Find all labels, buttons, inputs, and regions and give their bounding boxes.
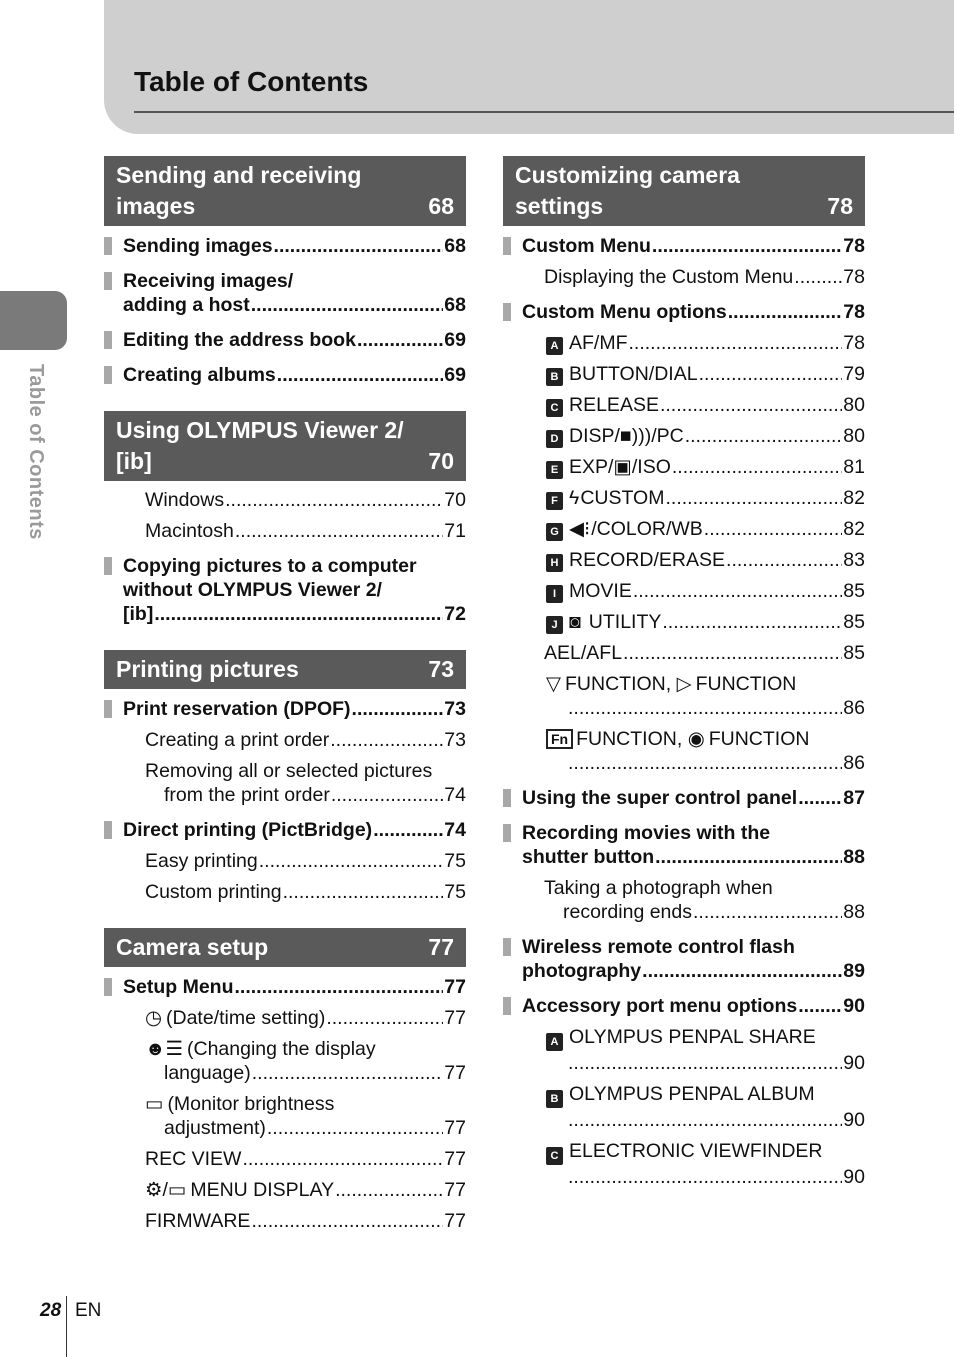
section-title: Camera setup <box>116 934 269 960</box>
entry-page: 90 <box>843 1052 865 1074</box>
toc-entry[interactable] <box>104 269 466 317</box>
leader-dots <box>568 751 842 775</box>
entry-title: CUSTOM <box>580 487 665 509</box>
leader-dots <box>623 641 842 665</box>
entry-page: 69 <box>444 364 466 386</box>
leader-dots <box>568 1108 842 1132</box>
section-title: Customizing camera settings <box>515 162 740 219</box>
leader-dots <box>652 234 842 258</box>
accessory-c-icon: C <box>546 1147 563 1165</box>
accessory-a-icon: A <box>546 1033 563 1051</box>
footer-divider <box>66 1296 67 1357</box>
entry-title: Windows <box>145 489 225 511</box>
entry-title: Accessory port menu options <box>522 995 798 1017</box>
entry-page: 70 <box>444 489 466 511</box>
leader-dots <box>330 728 443 752</box>
entry-title: Direct printing (PictBridge) <box>123 819 373 841</box>
leader-dots <box>794 265 842 289</box>
leader-dots <box>283 880 444 904</box>
toc-entry[interactable] <box>503 548 865 572</box>
entry-title: AF/MF <box>569 332 628 354</box>
custom-menu-c-icon: C <box>546 399 563 417</box>
toc-entry[interactable] <box>503 672 865 720</box>
entry-title-line: Copying pictures to a computer <box>123 555 417 577</box>
entry-title-line: Wireless remote control flash <box>522 936 795 958</box>
entry-title: Macintosh <box>145 520 234 542</box>
section-title: Printing pictures <box>116 656 299 682</box>
entry-title: Custom Menu <box>522 235 651 257</box>
title-divider <box>134 111 954 113</box>
toc-entry[interactable] <box>503 424 865 448</box>
leader-dots <box>335 1178 443 1202</box>
entry-title: RELEASE <box>569 394 659 416</box>
leader-dots <box>798 994 842 1018</box>
entry-page: 80 <box>843 425 865 447</box>
entry-title-line: without OLYMPUS Viewer 2/ <box>123 579 382 601</box>
entry-page: 75 <box>444 881 466 903</box>
side-tab-label: Table of Contents <box>25 364 47 540</box>
toc-entry[interactable] <box>104 1092 466 1140</box>
leader-dots <box>655 845 842 869</box>
entry-page: 77 <box>444 1007 466 1029</box>
leader-dots <box>242 1147 443 1171</box>
leader-dots <box>352 697 444 721</box>
custom-menu-e-icon: E <box>546 461 563 479</box>
language-code: EN <box>75 1300 102 1321</box>
section-page: 70 <box>428 448 454 474</box>
leader-dots <box>660 393 842 417</box>
entry-title: Setup Menu <box>123 976 234 998</box>
leader-dots <box>235 975 444 999</box>
entry-title: ELECTRONIC VIEWFINDER <box>569 1140 823 1162</box>
leader-dots <box>251 1209 443 1233</box>
entry-page: 85 <box>843 642 865 664</box>
entry-title: [ib] <box>123 603 154 625</box>
custom-menu-j-icon: J <box>546 616 563 634</box>
toc-entry[interactable] <box>104 975 466 999</box>
custom-menu-i-icon: I <box>546 585 563 603</box>
toc-entry[interactable] <box>503 579 865 603</box>
entry-title: adjustment) <box>164 1117 266 1139</box>
right-triangle-icon: ▷ <box>676 673 692 695</box>
entry-title: shutter button <box>522 846 655 868</box>
leader-dots <box>665 486 842 510</box>
entry-title-line: FUNCTION, <box>576 728 683 750</box>
leader-dots <box>225 488 443 512</box>
leader-dots <box>642 959 842 983</box>
custom-menu-g-icon: G <box>546 523 563 541</box>
entry-title-line: FUNCTION <box>708 728 810 750</box>
leader-dots <box>633 579 842 603</box>
entry-page: 90 <box>843 995 865 1017</box>
leader-dots <box>728 300 843 324</box>
entry-page: 77 <box>444 1179 466 1201</box>
entry-title: Creating albums <box>123 364 276 386</box>
custom-menu-a-icon: A <box>546 337 563 355</box>
entry-page: 89 <box>843 960 865 982</box>
leader-dots <box>798 786 842 810</box>
toc-entry[interactable] <box>104 519 466 543</box>
toc-entry[interactable] <box>503 300 865 324</box>
leader-dots <box>267 1116 443 1140</box>
entry-page: 83 <box>843 549 865 571</box>
entry-page: 86 <box>843 752 865 774</box>
section-title: Using OLYMPUS Viewer 2/ [ib] <box>116 417 404 474</box>
leader-dots <box>699 362 843 386</box>
entry-title: OLYMPUS PENPAL ALBUM <box>569 1083 815 1105</box>
leader-dots <box>693 900 842 924</box>
toc-entry[interactable] <box>104 328 466 352</box>
toc-entry[interactable] <box>503 1082 865 1132</box>
entry-title: /COLOR/WB <box>591 518 703 540</box>
entry-page: 80 <box>843 394 865 416</box>
leader-dots <box>704 517 843 541</box>
leader-dots <box>331 783 443 807</box>
custom-menu-f-icon: F <box>546 492 563 510</box>
leader-dots <box>274 234 444 258</box>
entry-title-line: Taking a photograph when <box>544 877 773 899</box>
entry-title: Creating a print order <box>145 729 330 751</box>
toc-entry[interactable] <box>503 641 865 665</box>
entry-page: 77 <box>444 1117 466 1139</box>
entry-title: Print reservation (DPOF) <box>123 698 351 720</box>
section-page: 77 <box>428 934 454 960</box>
entry-page: 78 <box>843 235 865 257</box>
entry-title-line: (Changing the display <box>187 1038 376 1060</box>
section-page: 78 <box>827 193 853 219</box>
entry-title: adding a host <box>123 294 250 316</box>
toc-entry[interactable] <box>503 821 865 869</box>
entry-page: 86 <box>843 697 865 719</box>
toc-entry[interactable] <box>503 727 865 775</box>
entry-page: 74 <box>444 784 466 806</box>
entry-page: 72 <box>444 603 466 625</box>
toc-entry[interactable] <box>104 488 466 512</box>
side-tab <box>0 291 67 350</box>
entry-title: Custom Menu options <box>522 301 727 323</box>
entry-title-line: Receiving images/ <box>123 270 294 292</box>
page-title: Table of Contents <box>134 66 369 97</box>
entry-page: 81 <box>843 456 865 478</box>
toc-entry[interactable] <box>104 1147 466 1171</box>
entry-title: MENU DISPLAY <box>190 1179 335 1201</box>
toc-entry[interactable] <box>104 363 466 387</box>
leader-dots <box>726 548 842 572</box>
entry-page: 77 <box>444 976 466 998</box>
entry-title: RECORD/ERASE <box>569 549 726 571</box>
leader-dots <box>235 519 443 543</box>
toc-left-column <box>104 156 466 1233</box>
entry-title: language) <box>164 1062 251 1084</box>
fn-button-icon: Fn <box>546 729 573 749</box>
toc-entry[interactable] <box>104 554 466 626</box>
accessory-b-icon: B <box>546 1090 563 1108</box>
entry-title: Displaying the Custom Menu <box>544 266 794 288</box>
toc-entry[interactable] <box>104 759 466 807</box>
toc-entry[interactable] <box>503 994 865 1018</box>
custom-menu-d-icon: D <box>546 430 563 448</box>
entry-title-line: (Monitor brightness <box>167 1093 335 1115</box>
leader-dots <box>568 696 842 720</box>
image-quality-icon: ◀⁝ <box>569 518 591 540</box>
leader-dots <box>373 818 443 842</box>
toc-entry[interactable] <box>104 728 466 752</box>
section-header[interactable] <box>503 156 865 226</box>
monitor-brightness-icon: ▭ <box>145 1093 164 1115</box>
dial-icon: ◉ <box>687 728 705 750</box>
entry-title: MOVIE <box>569 580 632 602</box>
leader-dots <box>629 331 843 355</box>
entry-page: 90 <box>843 1109 865 1131</box>
entry-page: 82 <box>843 487 865 509</box>
entry-page: 74 <box>444 819 466 841</box>
toc-entry[interactable] <box>503 610 865 634</box>
custom-menu-h-icon: H <box>546 554 563 572</box>
toc-entry[interactable] <box>503 393 865 417</box>
custom-menu-b-icon: B <box>546 368 563 386</box>
entry-title: Easy printing <box>145 850 258 872</box>
toc-entry[interactable] <box>104 1037 466 1085</box>
entry-title: from the print order <box>164 784 330 806</box>
toc-entry[interactable] <box>104 1178 466 1202</box>
camera-icon: ◙ <box>569 611 581 633</box>
leader-dots <box>685 424 843 448</box>
entry-page: 78 <box>843 266 865 288</box>
toc-entry[interactable] <box>503 1139 865 1189</box>
leader-dots <box>154 602 443 626</box>
language-icon: ☻☰ <box>145 1038 184 1060</box>
toc-entry[interactable] <box>104 697 466 721</box>
toc-entry[interactable] <box>503 1025 865 1075</box>
entry-title-line: Removing all or selected pictures <box>145 760 433 782</box>
entry-title: recording ends <box>563 901 692 923</box>
entry-page: 71 <box>444 520 466 542</box>
entry-page: 73 <box>444 729 466 751</box>
leader-dots <box>357 328 443 352</box>
entry-title: Custom printing <box>145 881 282 903</box>
toc-entry[interactable] <box>503 234 865 258</box>
entry-page: 85 <box>843 611 865 633</box>
entry-title: REC VIEW <box>145 1148 242 1170</box>
entry-page: 69 <box>444 329 466 351</box>
toc-entry[interactable] <box>503 331 865 355</box>
toc-entry[interactable] <box>503 876 865 924</box>
entry-title-line: FUNCTION, <box>565 673 672 695</box>
entry-title: Editing the address book <box>123 329 356 351</box>
entry-page: 85 <box>843 580 865 602</box>
entry-title-line: FUNCTION <box>695 673 797 695</box>
section-header[interactable] <box>104 411 466 481</box>
entry-page: 77 <box>444 1148 466 1170</box>
toc-entry[interactable] <box>503 362 865 386</box>
toc-right-column <box>503 156 865 1189</box>
entry-page: 68 <box>444 235 466 257</box>
down-triangle-icon: ▽ <box>546 673 561 695</box>
toc-entry[interactable] <box>104 849 466 873</box>
entry-title: UTILITY <box>588 611 662 633</box>
toc-entry[interactable] <box>503 517 865 541</box>
leader-dots <box>252 1061 444 1085</box>
entry-title: AEL/AFL <box>544 642 623 664</box>
clock-icon: ◷ <box>145 1007 163 1029</box>
entry-title: photography <box>522 960 642 982</box>
menu-display-icon: ⚙/▭ <box>145 1179 187 1201</box>
leader-dots <box>259 849 444 873</box>
section-title: Sending and receiving images <box>116 162 362 219</box>
entry-page: 78 <box>843 332 865 354</box>
entry-title: EXP/▣/ISO <box>569 456 671 478</box>
leader-dots <box>326 1006 443 1030</box>
entry-page: 88 <box>843 846 865 868</box>
entry-page: 88 <box>843 901 865 923</box>
section-header[interactable] <box>104 156 466 226</box>
leader-dots <box>662 610 842 634</box>
section-header[interactable] <box>104 650 466 689</box>
toc-entry[interactable] <box>503 265 865 289</box>
entry-title: Sending images <box>123 235 273 257</box>
toc-entry[interactable] <box>503 455 865 479</box>
toc-entry[interactable] <box>104 234 466 258</box>
flash-icon: ϟ <box>569 487 580 509</box>
entry-title: FIRMWARE <box>145 1210 251 1232</box>
entry-page: 78 <box>843 301 865 323</box>
entry-title: DISP/■)))/PC <box>569 425 684 447</box>
entry-title: Using the super control panel <box>522 787 798 809</box>
leader-dots <box>251 293 444 317</box>
leader-dots <box>568 1165 842 1189</box>
leader-dots <box>672 455 842 479</box>
entry-page: 79 <box>843 363 865 385</box>
section-header[interactable] <box>104 928 466 967</box>
entry-page: 73 <box>444 698 466 720</box>
toc-entry[interactable] <box>104 1006 466 1030</box>
entry-page: 87 <box>843 787 865 809</box>
entry-page: 77 <box>444 1210 466 1232</box>
toc-entry[interactable] <box>104 1209 466 1233</box>
entry-page: 75 <box>444 850 466 872</box>
page-number: 28 <box>40 1300 62 1321</box>
toc-entry[interactable] <box>503 486 865 510</box>
section-page: 68 <box>428 193 454 219</box>
leader-dots <box>568 1051 842 1075</box>
leader-dots <box>277 363 444 387</box>
entry-title: (Date/time setting) <box>166 1007 326 1029</box>
entry-page: 82 <box>843 518 865 540</box>
toc-entry[interactable] <box>104 880 466 904</box>
toc-entry[interactable] <box>503 935 865 983</box>
toc-entry[interactable] <box>503 786 865 810</box>
entry-title: OLYMPUS PENPAL SHARE <box>569 1026 816 1048</box>
toc-entry[interactable] <box>104 818 466 842</box>
entry-title-line: Recording movies with the <box>522 822 771 844</box>
entry-page: 90 <box>843 1166 865 1188</box>
entry-title: BUTTON/DIAL <box>569 363 698 385</box>
section-page: 73 <box>428 656 454 682</box>
entry-page: 68 <box>444 294 466 316</box>
entry-page: 77 <box>444 1062 466 1084</box>
